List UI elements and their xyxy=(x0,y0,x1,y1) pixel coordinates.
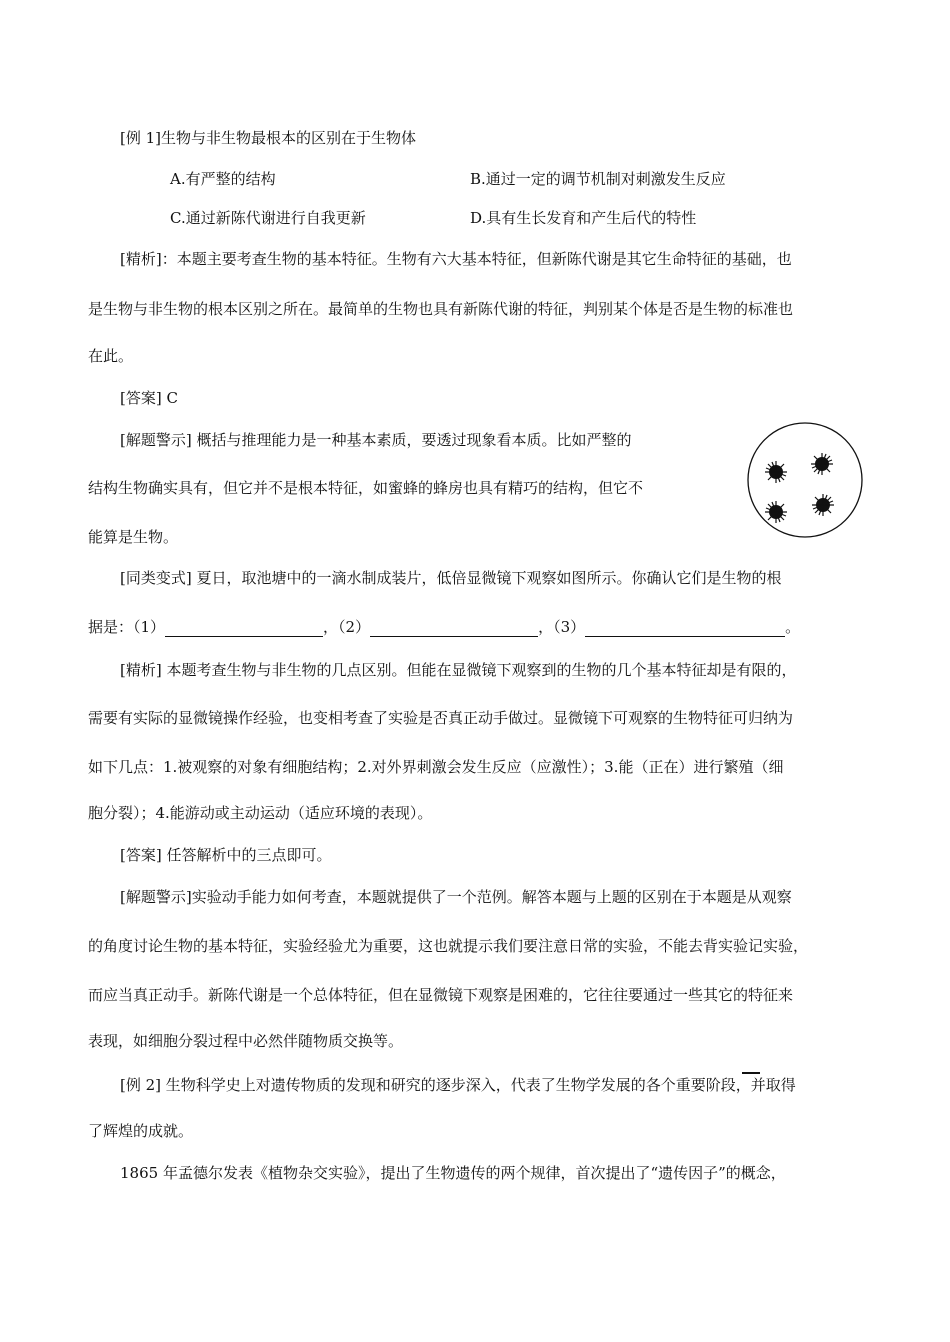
variant-analysis-line-1: [精析] 本题考查生物与非生物的几点区别。但能在显微镜下观察到的生物的几个基本特征却是有限的， xyxy=(120,661,797,679)
microscope-field-icon xyxy=(746,421,864,539)
variant-answer: [答案] 任答解析中的三点即可。 xyxy=(120,846,332,864)
variant-analysis-line-2: 需要有实际的显微镜操作经验，也变相考查了实验是否真正动手做过。显微镜下可观察的生物特征可归纳为 xyxy=(88,709,794,727)
organism-1 xyxy=(765,461,787,483)
organism-4 xyxy=(812,494,834,516)
ex1-analysis-line-2: 是生物与非生物的根本区别之所在。最简单的生物也具有新陈代谢的特征，判别某个体是否是生物的标准也 xyxy=(88,300,794,318)
variant-question-line-1: [同类变式] 夏日，取池塘中的一滴水制成装片，低倍显微镜下观察如图所示。你确认它们是生物的根 xyxy=(120,569,782,587)
ex1-option-d: D.具有生长发育和产生后代的特性 xyxy=(470,209,697,227)
ex1-question: [例 1]生物与非生物最根本的区别在于生物体 xyxy=(120,129,417,147)
ex1-option-c: C.通过新陈代谢进行自我更新 xyxy=(170,209,366,227)
answer-blank-2[interactable] xyxy=(370,620,538,637)
ex1-warning-line-2: 结构生物确实具有，但它并不是根本特征，如蜜蜂的蜂房也具有精巧的结构，但它不 xyxy=(88,479,644,497)
variant-sep-3: ，（3） xyxy=(538,618,586,636)
ex1-analysis-line-3: 在此。 xyxy=(88,347,134,365)
ex1-warning-line-1: [解题警示] 概括与推理能力是一种基本素质，要透过现象看本质。比如严整的 xyxy=(120,431,632,449)
variant-analysis-line-3: 如下几点：1.被观察的对象有细胞结构；2.对外界刺激会发生反应（应激性）；3.能（正在）进行繁殖（细 xyxy=(88,758,784,776)
variant-warning-line-1: [解题警示]实验动手能力如何考查，本题就提供了一个范例。解答本题与上题的区别在于本题是从观察 xyxy=(120,888,792,906)
ex1-analysis-line-1: [精析]：本题主要考查生物的基本特征。生物有六大基本特征，但新陈代谢是其它生命特征的基础，也 xyxy=(120,250,792,268)
variant-prefix: 据是：（1） xyxy=(88,618,166,636)
variant-question-line-2 xyxy=(88,617,800,637)
organism-3 xyxy=(765,501,787,523)
ex1-warning-line-3: 能算是生物。 xyxy=(88,528,179,546)
overbar-mark xyxy=(742,1072,760,1074)
ex2-question-line-3: 1865 年孟德尔发表《植物杂交实验》，提出了生物遗传的两个规律，首次提出了“遗传因子”的概念， xyxy=(120,1164,786,1182)
variant-warning-line-2: 的角度讨论生物的基本特征，实验经验尤为重要，这也就提示我们要注意日常的实验，不能去背实验记实验， xyxy=(88,937,809,955)
variant-warning-line-3: 而应当真正动手。新陈代谢是一个总体特征，但在显微镜下观察是困难的，它往往要通过一些其它的特征来 xyxy=(88,986,794,1004)
variant-sep-2: ，（2） xyxy=(323,618,371,636)
variant-warning-line-4: 表现，如细胞分裂过程中必然伴随物质交换等。 xyxy=(88,1032,404,1050)
ex1-answer: [答案] C xyxy=(120,389,178,407)
ex1-option-a: A.有严整的结构 xyxy=(170,170,276,188)
ex2-question-line-1: [例 2] 生物科学史上对遗传物质的发现和研究的逐步深入，代表了生物学发展的各个重要阶段，并取得 xyxy=(120,1076,796,1094)
answer-blank-3[interactable] xyxy=(585,620,785,637)
organism-2 xyxy=(811,453,833,475)
field-of-view-circle xyxy=(748,423,862,537)
variant-analysis-line-4: 胞分裂）；4.能游动或主动运动（适应环境的表现）。 xyxy=(88,804,433,822)
ex1-option-b: B.通过一定的调节机制对刺激发生反应 xyxy=(470,170,726,188)
variant-end: 。 xyxy=(785,618,801,636)
answer-blank-1[interactable] xyxy=(165,620,323,637)
ex2-question-line-2: 了辉煌的成就。 xyxy=(88,1122,194,1140)
